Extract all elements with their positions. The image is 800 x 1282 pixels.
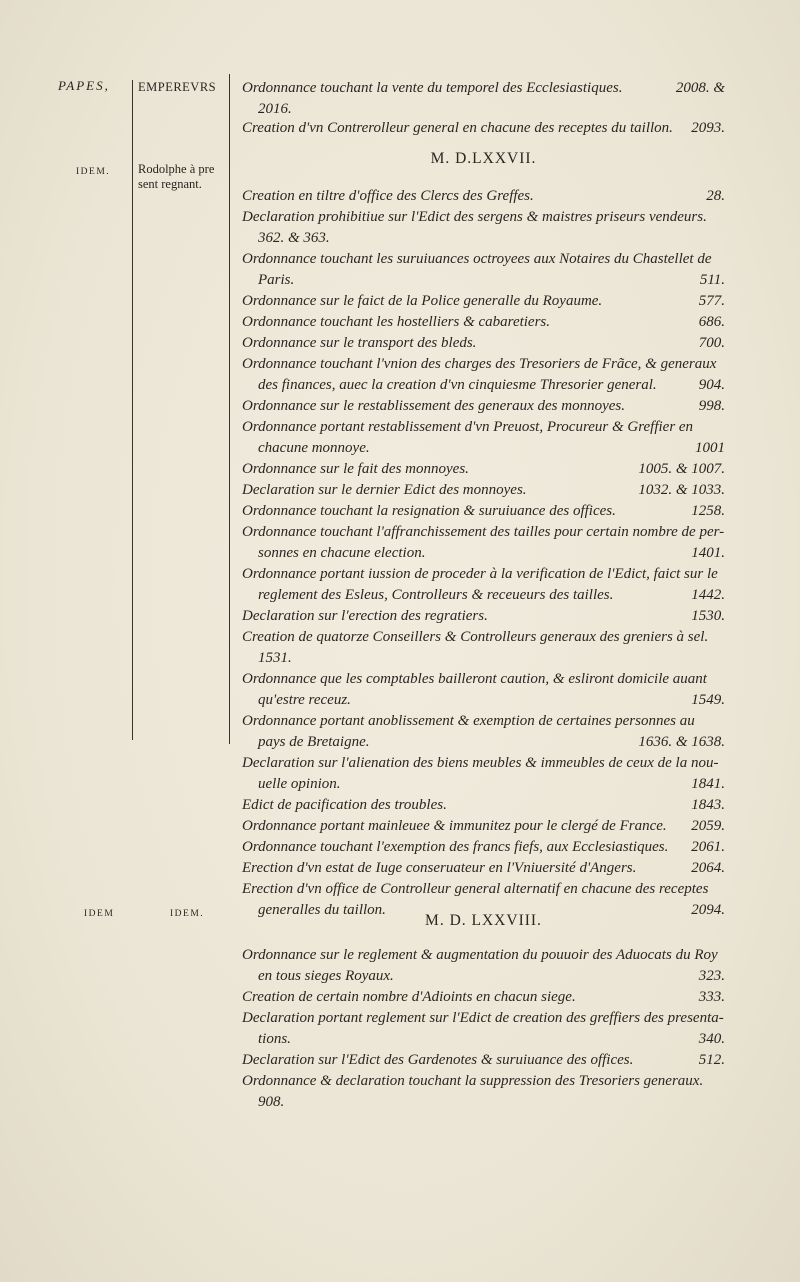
entry-line <box>242 669 725 690</box>
entry-line <box>242 291 725 312</box>
index-entry <box>242 669 725 711</box>
entry-line <box>242 564 725 585</box>
entry-text: Ordonnance portant iussion de proceder à la verification de l'Edict, faict sur le <box>242 566 718 582</box>
entry-line <box>242 354 725 375</box>
index-entry <box>242 987 725 1008</box>
index-entry <box>242 207 725 249</box>
index-entry <box>242 945 725 987</box>
entry-text: sonnes en chacune election. <box>258 545 426 561</box>
entry-text: Ordonnance portant restablissement d'vn Preuost, Procureur & Greffier en <box>242 419 694 435</box>
entry-text: Ordonnance sur le reglement & augmentation du pouuoir des Aduocats du Roy <box>242 947 718 963</box>
entry-text: Ordonnance portant anoblissement & exemption de certaines personnes au <box>242 713 695 729</box>
entry-text: Declaration sur le dernier Edict des monnoyes. <box>242 482 527 498</box>
entry-text: 908. <box>258 1094 285 1110</box>
entry-line <box>242 312 725 333</box>
sidenote-empereurs-idem-2: IDEM. <box>170 909 205 919</box>
page-reference: 333. <box>698 989 725 1005</box>
entry-text: 1531. <box>258 650 292 666</box>
entry-text: Ordonnance sur le faict de la Police generalle du Royaume. <box>242 293 603 309</box>
page-reference: 511. <box>699 272 725 288</box>
page-reference: 1843. <box>691 797 725 813</box>
index-entry <box>242 78 725 120</box>
entry-line <box>242 480 725 501</box>
entry-line <box>242 837 725 858</box>
entry-line <box>242 249 725 270</box>
entry-text: reglement des Esleus, Controlleurs & receueurs des tailles. <box>258 587 614 603</box>
entry-text: Ordonnance touchant l'exemption des francs fiefs, aux Ecclesiastiques. <box>242 839 669 855</box>
index-entry <box>242 118 725 139</box>
entry-text: en tous sieges Royaux. <box>258 968 394 984</box>
entry-line <box>242 816 725 837</box>
entry-text: Creation de quatorze Conseillers & Controlleurs generaux des greniers à sel. <box>242 629 709 645</box>
page-reference: 2061. <box>691 839 725 855</box>
entry-text: 362. & 363. <box>258 230 330 246</box>
index-entry <box>242 522 725 564</box>
sidenote-papes-idem-2: IDEM <box>84 909 115 919</box>
entry-line <box>242 966 725 987</box>
year-heading: M. D.LXXVII. <box>430 150 537 167</box>
entry-text: pays de Bretaigne. <box>258 734 370 750</box>
entry-text: Ordonnance touchant la resignation & suruiuance des offices. <box>242 503 616 519</box>
entry-line <box>242 732 725 753</box>
entry-line <box>242 711 725 732</box>
entry-text: Declaration sur l'Edict des Gardenotes & suruiuance des offices. <box>242 1052 634 1068</box>
entry-text: Ordonnance touchant l'affranchissement des tailles pour certain nombre de per- <box>242 524 725 540</box>
page-reference: 686. <box>698 314 725 330</box>
entry-line <box>242 627 725 648</box>
entry-line <box>242 186 725 207</box>
page-reference: 2093. <box>691 120 725 136</box>
index-entry <box>242 1050 725 1071</box>
entry-text: Erection d'vn office de Controlleur general alternatif en chacune des receptes <box>242 881 709 897</box>
header-papes: PAPES, <box>58 78 110 93</box>
column-rule-left <box>132 80 133 740</box>
entry-text: Creation d'vn Contrerolleur general en chacune des receptes du taillon. <box>242 120 673 136</box>
entry-line <box>242 501 725 522</box>
page-reference: 1549. <box>691 692 725 708</box>
entry-line <box>242 795 725 816</box>
page-reference: 904. <box>698 377 725 393</box>
entry-text: Creation en tiltre d'office des Clercs des Greffes. <box>242 188 534 204</box>
entry-line <box>242 1092 725 1113</box>
page-reference: 2059. <box>691 818 725 834</box>
entry-line <box>242 375 725 396</box>
entry-line <box>242 945 725 966</box>
entry-line <box>242 774 725 795</box>
index-entry <box>242 333 725 354</box>
entry-line <box>242 1071 725 1092</box>
entry-text: Ordonnance sur le transport des bleds. <box>242 335 477 351</box>
page-reference: 1841. <box>691 776 725 792</box>
entry-line <box>242 1050 725 1071</box>
index-entry <box>242 858 725 879</box>
entry-line <box>242 585 725 606</box>
entry-text: Ordonnance touchant les hostelliers & cabaretiers. <box>242 314 551 330</box>
index-entry <box>242 1071 725 1113</box>
entry-text: Ordonnance sur le restablissement des generaux des monnoyes. <box>242 398 625 414</box>
page-reference: 1001 <box>695 440 725 456</box>
entry-line <box>242 1008 725 1029</box>
entry-text: Edict de pacification des troubles. <box>242 797 447 813</box>
page-reference: 2064. <box>691 860 725 876</box>
entry-text: Ordonnance touchant l'vnion des charges des Tresoriers de Frãce, & generaux <box>242 356 717 372</box>
entry-line <box>242 270 725 291</box>
entry-text: qu'estre receuz. <box>258 692 351 708</box>
entry-text: Ordonnance & declaration touchant la suppression des Tresoriers generaux. <box>242 1073 704 1089</box>
entry-line <box>242 879 725 900</box>
entry-line <box>242 333 725 354</box>
entry-line <box>242 987 725 1008</box>
page-reference: 28. <box>706 188 725 204</box>
page-reference: 2094. <box>691 902 725 918</box>
index-entry <box>242 249 725 291</box>
index-entry <box>242 480 725 501</box>
entry-line <box>242 459 725 480</box>
entry-line <box>242 228 725 249</box>
index-entry <box>242 753 725 795</box>
entry-text: Declaration sur l'erection des regratiers. <box>242 608 488 624</box>
entry-line <box>242 522 725 543</box>
page-reference: 577. <box>698 293 725 309</box>
entry-text: Paris. <box>258 272 295 288</box>
index-entry <box>242 291 725 312</box>
index-entry <box>242 186 725 207</box>
sidenote-empereurs-rodolphe <box>138 162 228 192</box>
page-reference: 1005. & 1007. <box>638 461 725 477</box>
entry-line <box>242 753 725 774</box>
page-reference: 1401. <box>691 545 725 561</box>
year-heading: M. D. LXXVIII. <box>425 912 542 929</box>
index-entry <box>242 795 725 816</box>
index-entry <box>242 396 725 417</box>
entry-line <box>242 606 725 627</box>
index-entry <box>242 417 725 459</box>
page-reference: 2008. & <box>675 80 725 96</box>
entry-line <box>242 858 725 879</box>
index-entry <box>242 312 725 333</box>
entry-text: des finances, auec la creation d'vn cinquiesme Thresorier general. <box>258 377 657 393</box>
entry-text: Declaration portant reglement sur l'Edict de creation des greffiers des presenta- <box>242 1010 724 1026</box>
entry-text: Creation de certain nombre d'Adioints en chacun siege. <box>242 989 576 1005</box>
sidenote-papes-idem-1: IDEM. <box>76 167 111 177</box>
entry-text: Ordonnance touchant la vente du temporel des Ecclesiastiques. <box>242 80 623 96</box>
entry-line <box>242 1029 725 1050</box>
entry-line <box>242 78 725 99</box>
page-reference: 1530. <box>691 608 725 624</box>
column-rule-right <box>229 74 230 744</box>
header-empereurs: EMPEREVRS <box>138 80 217 94</box>
page-reference: 700. <box>698 335 725 351</box>
entry-text: Ordonnance sur le fait des monnoyes. <box>242 461 469 477</box>
page-reference: 1258. <box>691 503 725 519</box>
entry-text: Ordonnance que les comptables bailleront caution, & esliront domicile auant <box>242 671 707 687</box>
entry-line <box>242 543 725 564</box>
entry-line <box>242 396 725 417</box>
index-entry <box>242 711 725 753</box>
sidenote-line: sent regnant. <box>138 177 202 191</box>
entry-text: Declaration sur l'alienation des biens meubles & immeubles de ceux de la nou- <box>242 755 719 771</box>
index-entry <box>242 354 725 396</box>
entry-line <box>242 118 725 139</box>
entry-line <box>242 690 725 711</box>
entry-line <box>242 207 725 228</box>
entry-text: Ordonnance portant mainleuee & immunitez pour le clergé de France. <box>242 818 667 834</box>
index-entry <box>242 837 725 858</box>
entry-text: generalles du taillon. <box>258 902 386 918</box>
index-entry <box>242 459 725 480</box>
index-entry <box>242 564 725 606</box>
index-entry <box>242 606 725 627</box>
entry-text: 2016. <box>258 101 292 117</box>
page-reference: 1636. & 1638. <box>638 734 725 750</box>
page-reference: 340. <box>698 1031 725 1047</box>
entry-line <box>242 438 725 459</box>
entry-line <box>242 99 725 120</box>
entry-text: Declaration prohibitiue sur l'Edict des sergens & maistres priseurs vendeurs. <box>242 209 707 225</box>
sidenote-line: Rodolphe à pre <box>138 162 215 176</box>
page-reference: 1442. <box>691 587 725 603</box>
entry-text: Ordonnance touchant les suruiuances octroyees aux Notaires du Chastellet de <box>242 251 712 267</box>
index-entry <box>242 501 725 522</box>
page-reference: 1032. & 1033. <box>638 482 725 498</box>
index-entry <box>242 1008 725 1050</box>
entry-text: tions. <box>258 1031 291 1047</box>
entry-text: uelle opinion. <box>258 776 341 792</box>
entry-text: chacune monnoye. <box>258 440 370 456</box>
index-entry <box>242 627 725 669</box>
entry-text: Erection d'vn estat de Iuge conseruateur en l'Vniuersité d'Angers. <box>242 860 637 876</box>
index-entry <box>242 816 725 837</box>
page-reference: 512. <box>698 1052 725 1068</box>
entry-line <box>242 648 725 669</box>
page-reference: 323. <box>698 968 725 984</box>
entry-line <box>242 417 725 438</box>
page-reference: 998. <box>698 398 725 414</box>
